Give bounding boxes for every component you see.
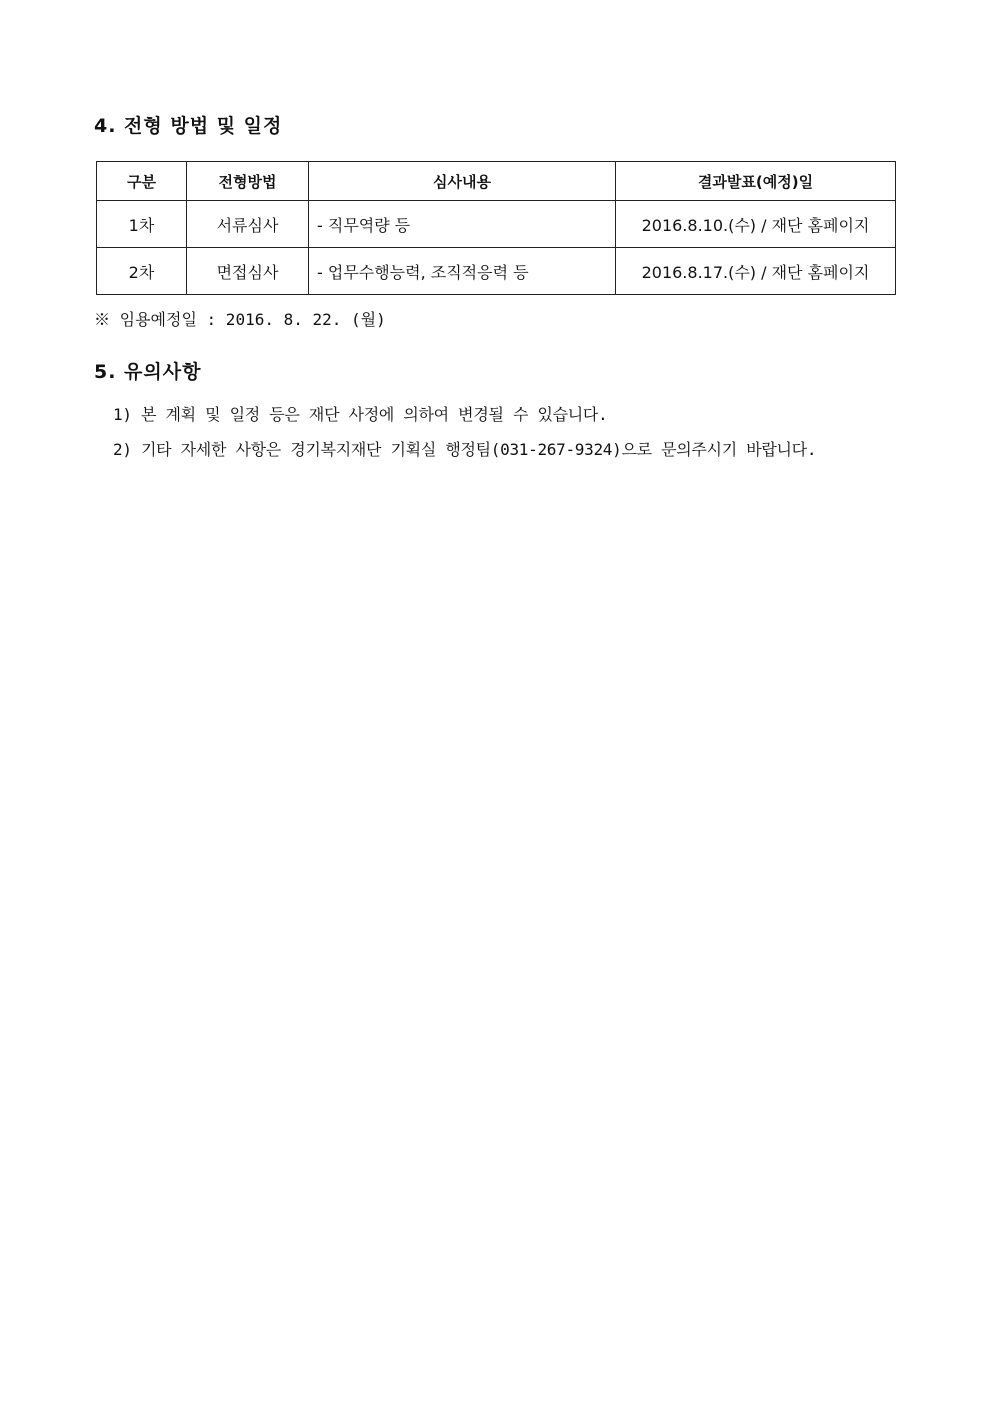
cell-method: 서류심사 xyxy=(187,201,309,248)
header-method: 전형방법 xyxy=(187,162,309,201)
table-row xyxy=(97,248,896,295)
cell-result-date: 2016.8.10.(수) / 재단 홈페이지 xyxy=(616,201,896,248)
header-result-date: 결과발표(예정)일 xyxy=(616,162,896,201)
cell-review-content: - 직무역량 등 xyxy=(309,201,616,248)
table-header-row xyxy=(97,162,896,201)
table-row xyxy=(97,201,896,248)
section-title-selection-schedule: 4. 전형 방법 및 일정 xyxy=(94,115,283,137)
selection-schedule-table xyxy=(96,161,896,295)
cell-result-date: 2016.8.17.(수) / 재단 홈페이지 xyxy=(616,248,896,295)
appointment-date-note: ※ 임용예정일 : 2016. 8. 22. (월) xyxy=(94,310,386,329)
cell-review-content: - 업무수행능력, 조직적응력 등 xyxy=(309,248,616,295)
notice-item: 1) 본 계획 및 일정 등은 재단 사정에 의하여 변경될 수 있습니다. xyxy=(113,405,608,424)
section-title-notices: 5. 유의사항 xyxy=(94,361,202,383)
cell-method: 면접심사 xyxy=(187,248,309,295)
header-review-content: 심사내용 xyxy=(309,162,616,201)
notice-item: 2) 기타 자세한 사항은 경기복지재단 기획실 행정팀(031-267-9324)으로 문의주시기 바랍니다. xyxy=(113,440,817,459)
header-stage: 구분 xyxy=(97,162,187,201)
cell-stage: 2차 xyxy=(97,248,187,295)
cell-stage: 1차 xyxy=(97,201,187,248)
